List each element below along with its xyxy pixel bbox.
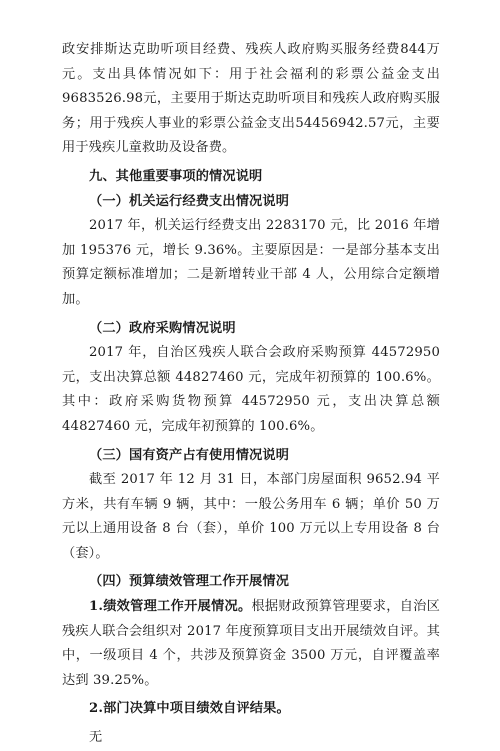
performance-item-2-title: 2.部门决算中项目绩效自评结果。 [89,701,290,717]
section-heading-9: 九、其他重要事项的情况说明 [89,168,263,184]
paragraph-operating-expenses: 2017 年，机关运行经费支出 2283170 元，比 2016 年增加 195376 元，增长 9.36%。主要原因是：一是部分基本支出预算定额标准增加；二是新增转业干部 4 人，公用综合定额增加。 [62,218,440,307]
paragraph-procurement: 2017 年，自治区残疾人联合会政府采购预算 44572950 元，支出决算总额 44827460 元，完成年初预算的 100.6%。其中：政府采购货物预算 44572950 元，支出决算总额 44827460 元，完成年初预算的 100.6%。 [62,345,440,434]
subheading-state-assets: （三）国有资产占有使用情况说明 [89,447,290,463]
subheading-procurement: （二）政府采购情况说明 [89,320,236,336]
performance-item-1-title: 1.绩效管理工作开展情况。 [89,599,252,615]
performance-item-2-result: 无 [89,730,103,746]
document-body [62,38,440,751]
paragraph-performance [62,595,440,693]
paragraph-lottery-fund: 政安排斯达克助听项目经费、残疾人政府购买服务经费844万元。支出具体情况如下：用于社会福利的彩票公益金支出9683526.98元，主要用于斯达克助听项目和残疾人政府购买服务；用于残疾人事业的彩票公益金支出54456942.57元，主要用于残疾儿童救助及设备费。 [62,42,440,156]
subheading-performance: （四）预算绩效管理工作开展情况 [89,574,290,590]
paragraph-state-assets: 截至 2017 年 12 月 31 日，本部门房屋面积 9652.94 平方米，共有车辆 9 辆，其中：一般公务用车 6 辆；单价 50 万元以上通用设备 8 台（套），单价 100 万元以上专用设备 8 台（套）。 [62,472,440,561]
performance-item-1-text: 根据财政预算管理要求，自治区残疾人联合会组织对 2017 年度预算项目支出开展绩效自评。其中，一级项目 4 个，共涉及预算资金 3500 万元，自评覆盖率达到 39.25%。 [62,599,440,688]
subheading-operating-expenses: （一）机关运行经费支出情况说明 [89,193,290,209]
